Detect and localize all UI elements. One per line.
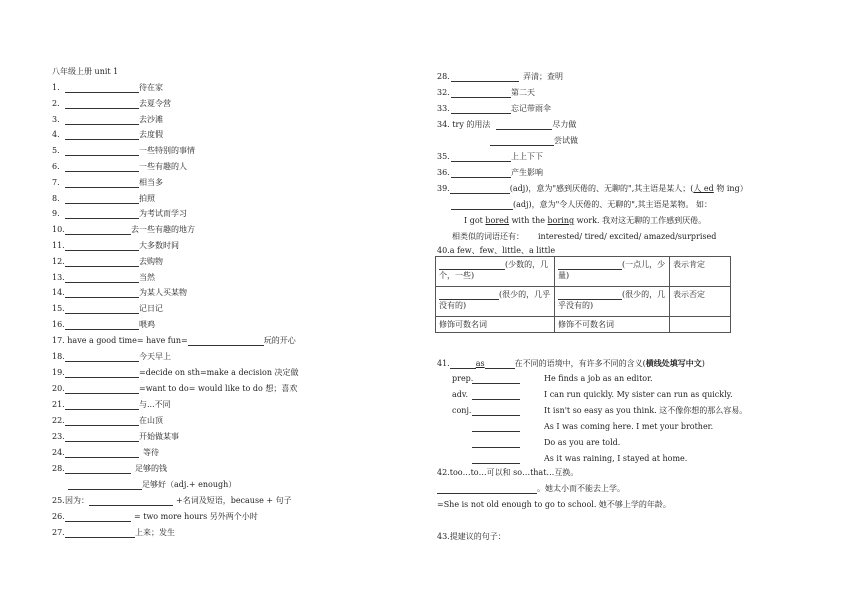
item-meaning: +名词及短语，because + 句子 bbox=[176, 496, 292, 505]
answer-blank[interactable] bbox=[65, 465, 131, 474]
cell-text: 表示否定 bbox=[673, 290, 705, 299]
item-number: 14. bbox=[52, 288, 65, 298]
item-number: 36. bbox=[437, 168, 450, 177]
table-cell bbox=[555, 317, 670, 333]
list-item bbox=[52, 178, 163, 188]
answer-blank[interactable] bbox=[65, 100, 139, 109]
list-item-17 bbox=[52, 336, 296, 346]
answer-blank[interactable] bbox=[65, 401, 139, 410]
item-meaning: 弄清；查明 bbox=[523, 72, 563, 81]
item-r33 bbox=[437, 104, 551, 114]
item-r28 bbox=[437, 72, 563, 82]
answer-blank[interactable] bbox=[451, 89, 511, 98]
answer-blank[interactable] bbox=[439, 261, 505, 270]
item-number: 23. bbox=[52, 432, 65, 441]
item-number: 26. bbox=[52, 512, 65, 521]
item-meaning: 尝试做 bbox=[554, 136, 578, 145]
answer-blank[interactable] bbox=[439, 291, 499, 300]
item-meaning: 尽力做 bbox=[552, 120, 577, 129]
similar-list: interested/ tired/ excited/ amazed/surprised bbox=[538, 232, 717, 241]
item-meaning: 去沙滩 bbox=[139, 114, 163, 124]
item-meaning: 待在家 bbox=[139, 83, 163, 92]
table-cell bbox=[436, 317, 555, 333]
item-number: 12. bbox=[52, 256, 65, 266]
item-number: 25. bbox=[52, 496, 65, 505]
item-meaning: 忘记带雨伞 bbox=[511, 104, 551, 113]
item-number: 34. bbox=[437, 120, 450, 129]
item-meaning: 喂鸡 bbox=[139, 320, 155, 329]
list-item bbox=[52, 146, 195, 156]
item-meaning: =decide on sth=make a decision 决定做 bbox=[139, 368, 299, 377]
item-number: 10. bbox=[52, 225, 65, 235]
answer-blank[interactable] bbox=[65, 226, 131, 235]
item-meaning: 。她太小而不能去上学。 bbox=[537, 484, 625, 493]
item-meaning: 等待 bbox=[143, 448, 159, 457]
cell-text: 表示肯定 bbox=[673, 260, 705, 269]
example-text: work. 我对这无聊的工作感到厌倦。 bbox=[574, 216, 707, 225]
answer-blank[interactable] bbox=[89, 497, 173, 506]
answer-blank[interactable] bbox=[451, 153, 511, 162]
section-title-43: 43.提建议的句子： bbox=[437, 532, 506, 541]
as-usage-line bbox=[472, 438, 620, 448]
item-number: 4. bbox=[52, 130, 60, 140]
list-item-20 bbox=[52, 384, 297, 394]
answer-blank[interactable] bbox=[558, 261, 622, 270]
answer-blank[interactable] bbox=[450, 360, 476, 369]
answer-blank[interactable] bbox=[65, 417, 139, 426]
item-meaning: 去一些有趣的地方 bbox=[131, 225, 195, 235]
item-number: 11. bbox=[52, 241, 65, 250]
item-number: 6. bbox=[52, 162, 60, 171]
usage-example: As it was raining, I stayed at home. bbox=[544, 454, 688, 463]
as-usage-line bbox=[472, 422, 713, 432]
answer-blank[interactable] bbox=[65, 353, 139, 362]
list-item-24 bbox=[52, 448, 159, 458]
example-word: boring bbox=[547, 216, 575, 225]
item-number: 18. bbox=[52, 352, 65, 361]
table-cell bbox=[670, 317, 731, 333]
list-item-19 bbox=[52, 368, 299, 378]
example-sentence bbox=[464, 216, 706, 226]
answer-blank[interactable] bbox=[65, 289, 139, 298]
item-meaning: 足够的钱 bbox=[135, 464, 167, 473]
item-r34b bbox=[490, 136, 578, 146]
item-number: 24. bbox=[52, 448, 65, 457]
item-number: 8. bbox=[52, 193, 60, 203]
answer-blank[interactable] bbox=[188, 337, 264, 346]
answer-blank[interactable] bbox=[65, 210, 139, 219]
similar-label: 相类似的词语还有： bbox=[452, 232, 524, 241]
answer-blank[interactable] bbox=[472, 423, 520, 432]
item-meaning: 在山顶 bbox=[139, 416, 163, 425]
item-number: 32. bbox=[437, 88, 450, 97]
answer-blank[interactable] bbox=[472, 407, 520, 416]
table-cell bbox=[436, 257, 555, 287]
as-usage-line bbox=[472, 454, 687, 464]
item-meaning: 去度假 bbox=[139, 130, 163, 140]
answer-blank[interactable] bbox=[65, 385, 139, 394]
item-meaning: 产生影响 bbox=[511, 168, 543, 177]
list-item bbox=[52, 320, 155, 330]
section-title-41 bbox=[437, 358, 705, 369]
table-row bbox=[436, 257, 731, 287]
list-item bbox=[52, 225, 195, 235]
keyword: as bbox=[475, 359, 485, 368]
section-title-42: 42.too…to…可以和 so…that…互换。 bbox=[437, 468, 579, 477]
item-meaning: 记日记 bbox=[139, 304, 163, 314]
item-meaning: 与...不同 bbox=[139, 400, 171, 409]
item-meaning: 去夏令营 bbox=[139, 98, 171, 108]
item-r39b bbox=[451, 200, 712, 210]
cell-text: (很少的，几乎没有的) bbox=[558, 290, 666, 310]
cell-text: (很少的，几乎没有的) bbox=[439, 290, 551, 310]
item-meaning: 开始做某事 bbox=[139, 432, 179, 441]
item-meaning: 去购物 bbox=[139, 256, 163, 266]
list-item-23 bbox=[52, 432, 179, 442]
list-item-22 bbox=[52, 416, 163, 426]
item-close: ) bbox=[701, 359, 705, 368]
item-number: 33. bbox=[437, 104, 450, 113]
list-item bbox=[52, 99, 171, 109]
list-item bbox=[52, 83, 163, 93]
as-usage-line bbox=[452, 374, 653, 384]
note-underlined: 人 ed bbox=[693, 184, 714, 193]
cell-text: 修饰不可数名词 bbox=[558, 320, 614, 329]
item-meaning: 一些特别的事情 bbox=[139, 146, 195, 156]
usage-label: conj. bbox=[452, 406, 472, 415]
table-cell bbox=[436, 287, 555, 317]
list-item-26 bbox=[52, 512, 258, 522]
answer-blank[interactable] bbox=[68, 481, 142, 490]
answer-blank[interactable] bbox=[485, 360, 515, 369]
item-meaning: 当然 bbox=[139, 272, 155, 282]
as-usage-line bbox=[452, 390, 733, 400]
item-number: 2. bbox=[52, 98, 60, 108]
cell-text: (少数的，几个，一些) bbox=[439, 260, 549, 280]
item-prefix: try 的用法 bbox=[452, 120, 491, 129]
list-item bbox=[52, 115, 163, 125]
answer-blank[interactable] bbox=[496, 121, 552, 130]
item-meaning: 上来；发生 bbox=[135, 528, 175, 537]
item-prefix: have a good time= have fun= bbox=[67, 336, 188, 345]
answer-blank[interactable] bbox=[490, 137, 554, 146]
table-cell bbox=[670, 257, 731, 287]
item-number: 35. bbox=[437, 152, 450, 161]
usage-label: adv. bbox=[452, 390, 469, 399]
list-item bbox=[52, 257, 163, 267]
item-meaning: = two more hours 另外两个小时 bbox=[134, 512, 258, 521]
item-number: 27. bbox=[52, 528, 65, 537]
page-heading: 八年级上册 unit 1 bbox=[52, 67, 119, 76]
usage-example: I can run quickly. My sister can run as quickly. bbox=[544, 390, 733, 399]
item-r42-line2: =She is not old enough to go to school. 她不够上学的年龄。 bbox=[437, 500, 671, 509]
item-meaning: =want to do= would like to do 想；喜欢 bbox=[139, 384, 298, 393]
answer-blank[interactable] bbox=[65, 274, 139, 283]
item-meaning: 今天早上 bbox=[139, 352, 171, 361]
cell-text: 修饰可数名词 bbox=[439, 320, 487, 329]
item-r34 bbox=[437, 120, 576, 130]
item-r32 bbox=[437, 88, 535, 98]
item-r36 bbox=[437, 168, 543, 178]
note-rest: 物 ing bbox=[713, 184, 740, 193]
item-r42-line1 bbox=[437, 484, 625, 494]
item-meaning: (adj)，意为"感到厌倦的、无聊的",其主语是某人；( bbox=[509, 184, 694, 193]
item-number: 1. bbox=[52, 83, 60, 92]
item-number: 16. bbox=[52, 320, 65, 329]
item-number: 39. bbox=[437, 184, 450, 193]
item-number: 41. bbox=[437, 359, 450, 368]
note-close: ） bbox=[739, 184, 748, 193]
item-prefix: 因为： bbox=[65, 496, 89, 505]
answer-blank[interactable] bbox=[65, 163, 139, 172]
quantifier-table bbox=[435, 256, 731, 333]
list-item-27 bbox=[52, 528, 175, 538]
list-item bbox=[52, 241, 179, 251]
item-meaning: 一些有趣的人 bbox=[139, 162, 187, 171]
answer-blank[interactable] bbox=[65, 147, 139, 156]
item-number: 5. bbox=[52, 146, 60, 156]
item-meaning: 为考试而学习 bbox=[139, 209, 187, 219]
answer-blank[interactable] bbox=[65, 195, 139, 204]
list-item bbox=[52, 162, 187, 172]
usage-example: As I was coming here. I met your brother. bbox=[544, 422, 714, 431]
table-cell bbox=[555, 287, 670, 317]
answer-blank[interactable] bbox=[437, 485, 537, 494]
instruction-bold: 横线处填写中文 bbox=[645, 358, 702, 368]
answer-blank[interactable] bbox=[65, 179, 139, 188]
item-number: 15. bbox=[52, 304, 65, 314]
usage-example: Do as you are told. bbox=[544, 438, 621, 447]
item-meaning: 大多数时间 bbox=[139, 241, 179, 250]
usage-example: It isn't so easy as you think. 这不像你想的那么容易。 bbox=[544, 406, 748, 415]
example-text: I got bbox=[464, 216, 486, 225]
answer-blank[interactable] bbox=[558, 291, 622, 300]
item-meaning: (adj)，意为"令人厌倦的、无聊的",其主语是某物。 如： bbox=[513, 200, 713, 209]
item-number: 22. bbox=[52, 416, 65, 425]
answer-blank[interactable] bbox=[472, 455, 520, 464]
answer-blank[interactable] bbox=[451, 169, 511, 178]
usage-label: prep. bbox=[452, 374, 474, 383]
example-text: with the bbox=[509, 216, 548, 225]
answer-blank[interactable] bbox=[65, 305, 139, 314]
answer-blank[interactable] bbox=[65, 131, 139, 140]
item-r39 bbox=[437, 184, 748, 194]
table-row bbox=[436, 287, 731, 317]
answer-blank[interactable] bbox=[450, 185, 510, 194]
section-title-40: 40.a few、few、little、a little bbox=[437, 246, 556, 255]
answer-blank[interactable] bbox=[451, 105, 511, 114]
item-meaning: 相当多 bbox=[139, 177, 163, 187]
answer-blank[interactable] bbox=[472, 439, 520, 448]
answer-blank[interactable] bbox=[65, 84, 139, 93]
answer-blank[interactable] bbox=[65, 242, 139, 251]
answer-blank[interactable] bbox=[65, 449, 139, 458]
item-meaning: 足够好（adj.+ enough） bbox=[142, 480, 237, 489]
answer-blank[interactable] bbox=[65, 258, 139, 267]
answer-blank[interactable] bbox=[65, 513, 131, 522]
item-meaning: 上上下下 bbox=[511, 152, 543, 161]
answer-blank[interactable] bbox=[65, 321, 139, 330]
item-number: 9. bbox=[52, 209, 60, 219]
answer-blank[interactable] bbox=[65, 433, 139, 442]
item-number: 17. bbox=[52, 336, 65, 345]
as-usage-line bbox=[452, 406, 747, 416]
answer-blank[interactable] bbox=[472, 375, 520, 384]
list-item bbox=[52, 130, 163, 140]
item-number: 13. bbox=[52, 272, 65, 282]
usage-example: He finds a job as an editor. bbox=[544, 374, 653, 383]
item-meaning: 拍照 bbox=[139, 193, 155, 203]
list-item-25 bbox=[52, 496, 292, 506]
item-number: 7. bbox=[52, 177, 60, 187]
answer-blank[interactable] bbox=[65, 529, 135, 538]
item-number: 21. bbox=[52, 400, 65, 409]
list-item bbox=[52, 288, 187, 298]
answer-blank[interactable] bbox=[65, 116, 139, 125]
list-item-18 bbox=[52, 352, 171, 362]
item-number: 28. bbox=[52, 464, 65, 473]
example-word: bored bbox=[485, 216, 510, 225]
list-item bbox=[52, 304, 163, 314]
list-item bbox=[52, 273, 155, 283]
cell-text: (一点儿，少量) bbox=[558, 260, 666, 280]
list-item bbox=[52, 194, 155, 204]
item-meaning: 玩的开心 bbox=[263, 336, 296, 345]
item-number: 28. bbox=[437, 72, 450, 81]
item-number: 3. bbox=[52, 114, 60, 124]
similar-words bbox=[452, 232, 716, 242]
table-cell bbox=[555, 257, 670, 287]
item-r35 bbox=[437, 152, 543, 162]
table-row bbox=[436, 317, 731, 333]
list-item-21 bbox=[52, 400, 171, 410]
list-item-28b bbox=[68, 480, 236, 490]
item-number: 19. bbox=[52, 368, 65, 377]
item-meaning: 为某人买某物 bbox=[139, 288, 187, 298]
list-item-28a bbox=[52, 464, 167, 474]
table-cell bbox=[670, 287, 731, 317]
list-item bbox=[52, 209, 187, 219]
item-meaning: 在不同的语境中，有许多不同的含义( bbox=[514, 359, 646, 368]
item-meaning: 第二天 bbox=[511, 88, 535, 97]
item-number: 20. bbox=[52, 384, 65, 393]
answer-blank[interactable] bbox=[472, 391, 520, 400]
answer-blank[interactable] bbox=[451, 201, 513, 210]
answer-blank[interactable] bbox=[65, 369, 139, 378]
answer-blank[interactable] bbox=[451, 73, 519, 82]
